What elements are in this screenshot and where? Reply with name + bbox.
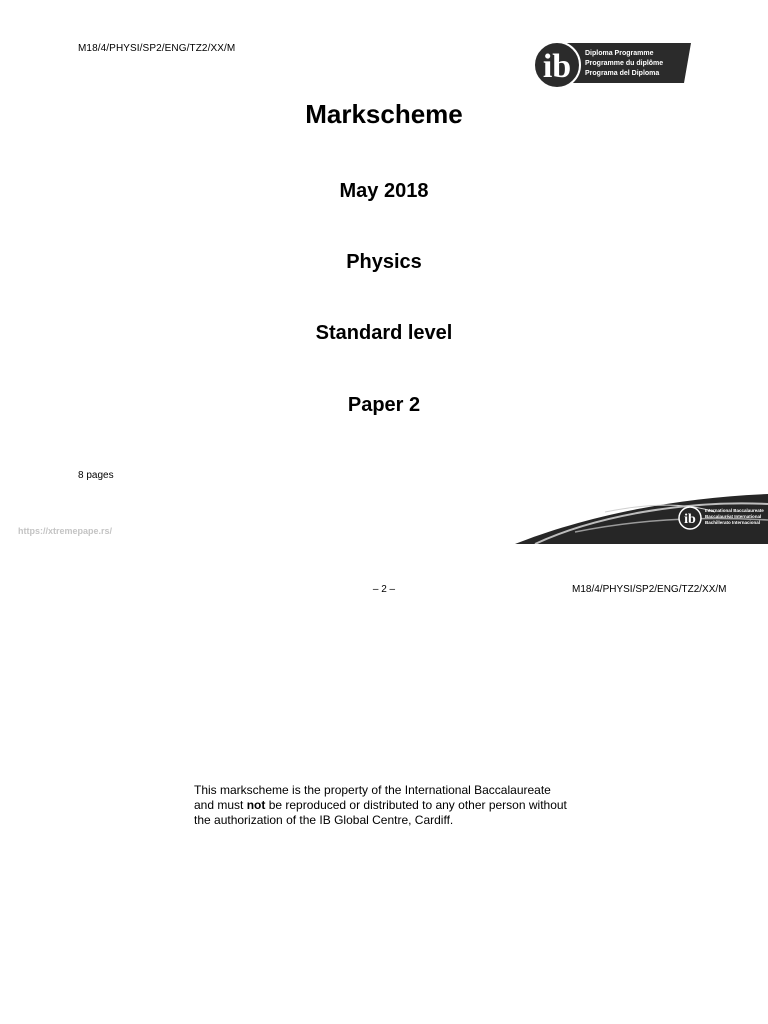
notice-emphasis: not [246, 798, 266, 812]
footer-logo-line-1: International Baccalaureate [705, 508, 764, 513]
logo-line-2: Programme du diplôme [585, 60, 664, 67]
copyright-notice [194, 783, 574, 828]
exam-session: May 2018 [339, 180, 429, 202]
page-count: 8 pages [78, 470, 114, 481]
subject-level: Standard level [315, 322, 453, 344]
watermark-url: https://xtremepape.rs/ [18, 526, 113, 536]
page-separator [0, 544, 768, 580]
svg-text:ib: ib [542, 48, 572, 85]
notice-text-after: be reproduced or distributed to any other person without the authorization of the IB Global Centre, Cardiff. [194, 798, 567, 827]
document-title: Markscheme [305, 99, 463, 129]
notice-text-before: This markscheme is the property of the International Baccalaureate and must [194, 783, 551, 812]
paper-number: Paper 2 [347, 394, 421, 416]
page-header-code: M18/4/PHYSI/SP2/ENG/TZ2/XX/M [572, 584, 727, 595]
footer-logo-line-3: Bachillerato Internacional [705, 520, 761, 525]
subject-name: Physics [346, 251, 422, 273]
ib-footer-band [515, 490, 768, 544]
ib-diploma-logo [529, 40, 691, 90]
document-code: M18/4/PHYSI/SP2/ENG/TZ2/XX/M [78, 43, 236, 54]
svg-text:ib: ib [684, 512, 696, 527]
logo-line-1: Diploma Programme [585, 50, 654, 57]
page-number: – 2 – [372, 584, 396, 595]
footer-logo-line-2: Baccalauréat International [705, 514, 762, 519]
logo-line-3: Programa del Diploma [585, 70, 660, 77]
